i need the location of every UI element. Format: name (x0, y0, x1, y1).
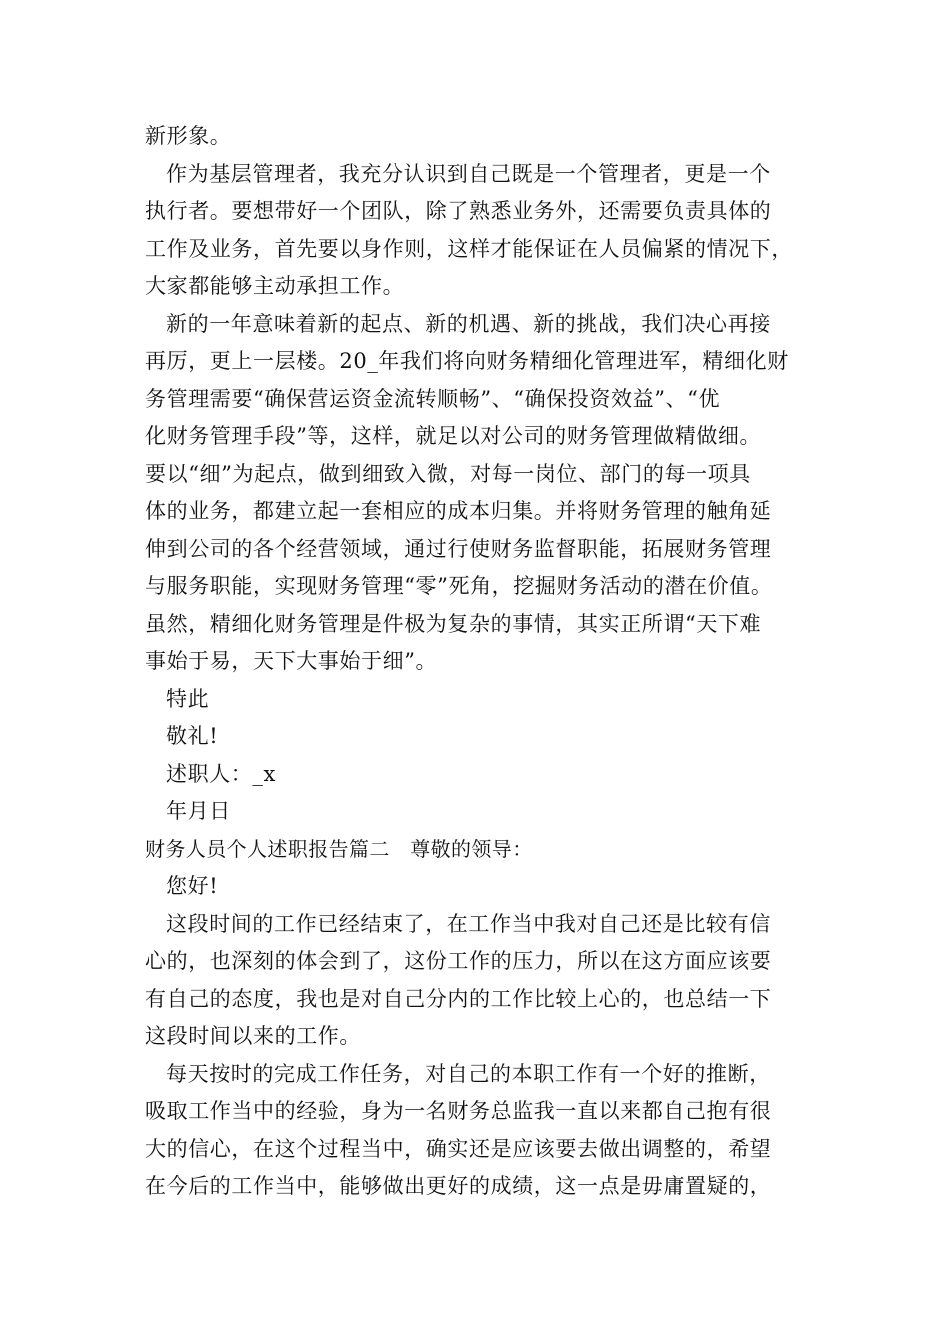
paragraph-line: 在今后的工作当中，能够做出更好的成绩，这一点是毋庸置疑的， (145, 1174, 772, 1198)
paragraph-line: 这段时间以来的工作。 (145, 1024, 361, 1048)
paragraph-line: 新形象。 (145, 124, 232, 148)
document-body (145, 118, 810, 1206)
closing-line: 特此 (166, 686, 210, 711)
paragraph-line: 有自己的态度，我也是对自己分内的工作比较上心的，也总结一下 (145, 986, 772, 1011)
date-line: 年月日 (166, 799, 231, 823)
paragraph-line: 作为基层管理者，我充分认识到自己既是一个管理者，更是一个 (166, 161, 771, 186)
paragraph-line: 吸取工作当中的经验，身为一名财务总监我一直以来都自己抱有很 (145, 1099, 772, 1123)
paragraph-line: 事始于易，天下大事始于细”。 (145, 649, 438, 673)
section-title: 财务人员个人述职报告篇二 尊敬的领导： (145, 836, 533, 861)
greeting-line: 您好! (166, 874, 219, 898)
paragraph-line: 这段时间的工作已经结束了，在工作当中我对自己还是比较有信 (166, 911, 771, 936)
paragraph-line: 大家都能够主动承担工作。 (145, 274, 405, 298)
paragraph-line: 要以“细”为起点，做到细致入微，对每一岗位、部门的每一项具 (145, 461, 751, 486)
paragraph-line: 新的一年意味着新的起点、新的机遇、新的挑战，我们决心再接 (166, 311, 771, 336)
paragraph-line: 工作及业务，首先要以身作则，这样才能保证在人员偏紧的情况下， (145, 236, 793, 261)
paragraph-line: 再厉，更上一层楼。20_年我们将向财务精细化管理进军，精细化财 (145, 349, 789, 373)
paragraph-line: 每天按时的完成工作任务，对自己的本职工作有一个好的推断， (166, 1061, 771, 1086)
paragraph-line: 务管理需要“确保营运资金流转顺畅”、“确保投资效益”、“优 (145, 386, 721, 411)
salutation-line: 敬礼! (166, 724, 219, 748)
paragraph-line: 执行者。要想带好一个团队，除了熟悉业务外，还需要负责具体的 (145, 199, 772, 223)
paragraph-line: 心的，也深刻的体会到了，这份工作的压力，所以在这方面应该要 (145, 949, 772, 973)
paragraph-line: 与服务职能，实现财务管理“零”死角，挖掘财务活动的潜在价值。 (145, 574, 773, 598)
paragraph-line: 体的业务，都建立起一套相应的成本归集。并将财务管理的触角延 (145, 499, 772, 523)
reporter-line: 述职人：_x (166, 761, 276, 786)
paragraph-line: 大的信心，在这个过程当中，确实还是应该要去做出调整的，希望 (145, 1136, 772, 1161)
paragraph-line: 化财务管理手段”等，这样，就足以对公司的财务管理做精做细。 (145, 424, 762, 448)
paragraph-line: 伸到公司的各个经营领域，通过行使财务监督职能，拓展财务管理 (145, 536, 772, 561)
paragraph-line: 虽然，精细化财务管理是件极为复杂的事情，其实正所谓“天下难 (145, 611, 762, 636)
